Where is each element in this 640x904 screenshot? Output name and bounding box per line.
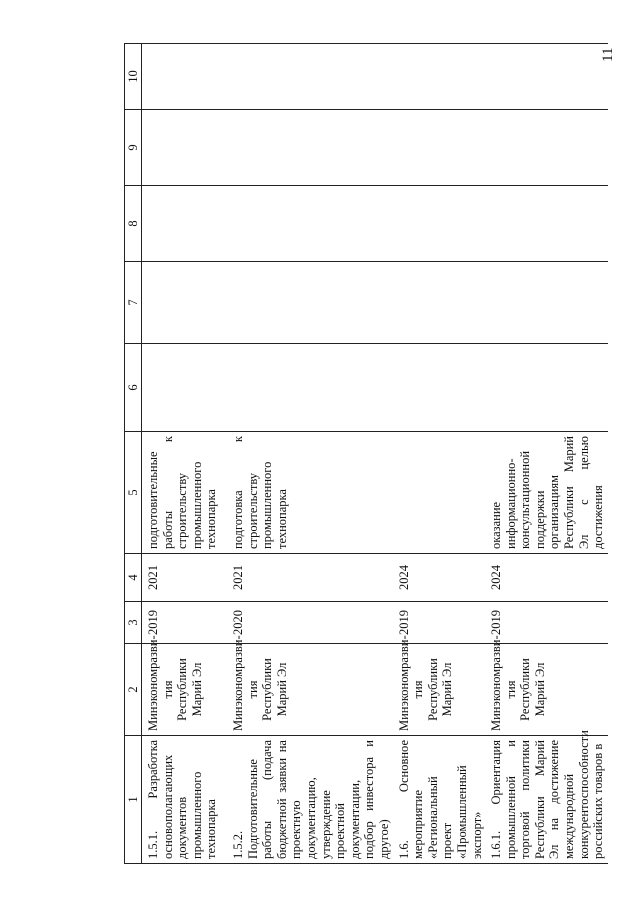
start-year-cell: 2019 (142, 602, 229, 644)
action-cell: 1.6.1. Ориентация промышленной и торговой политики Республики Марий Эл на достижение международной конкурентоспособности российских товаров в (486, 736, 608, 864)
start-year-cell: 2020 (228, 602, 394, 644)
column-header: 10 (125, 44, 142, 110)
empty-cell (142, 262, 229, 344)
empty-cell (228, 344, 394, 432)
empty-cell (486, 44, 608, 110)
table-row (394, 44, 487, 864)
result-cell: подготовительные работы к строительству промышленного технопарка (142, 432, 229, 554)
executor-cell: Минэкономразви-тия Республики Марий Эл (394, 644, 487, 736)
end-year-cell: 2024 (394, 554, 487, 602)
table-row (228, 44, 394, 864)
empty-cell (394, 344, 487, 432)
column-header: 9 (125, 110, 142, 186)
empty-cell (142, 44, 229, 110)
rotated-page-content (124, 44, 606, 864)
column-header: 4 (125, 554, 142, 602)
result-cell: оказание информационно-консультационной поддержки организациям Республики Марий Эл с целью достижения (486, 432, 608, 554)
action-cell: 1.5.2. Подготовительные работы (подача бюджетной заявки на проектную документацию, утверждение проектной документации, подбор инвестора и другое) (228, 736, 394, 864)
empty-cell (486, 110, 608, 186)
column-header: 8 (125, 186, 142, 262)
result-cell (394, 432, 487, 554)
header-row (125, 44, 142, 864)
empty-cell (228, 110, 394, 186)
empty-cell (394, 186, 487, 262)
action-cell: 1.6. Основное мероприятие «Региональный проект «Промышленный экспорт» (394, 736, 487, 864)
page-number: 11 (600, 47, 616, 62)
column-header: 5 (125, 432, 142, 554)
column-header: 3 (125, 602, 142, 644)
empty-cell (228, 262, 394, 344)
action-cell: 1.5.1. Разработка основополагающих документов промышленного технопарка (142, 736, 229, 864)
end-year-cell: 2024 (486, 554, 608, 602)
executor-cell: Минэкономразви-тия Республики Марий Эл (228, 644, 394, 736)
start-year-cell: 2019 (486, 602, 608, 644)
end-year-cell: 2021 (142, 554, 229, 602)
table-row (486, 44, 608, 864)
column-header: 7 (125, 262, 142, 344)
empty-cell (142, 344, 229, 432)
empty-cell (394, 262, 487, 344)
empty-cell (228, 186, 394, 262)
table-row (142, 44, 229, 864)
executor-cell: Минэкономразви-тия Республики Марий Эл (142, 644, 229, 736)
column-header: 2 (125, 644, 142, 736)
column-header: 6 (125, 344, 142, 432)
empty-cell (394, 44, 487, 110)
empty-cell (142, 110, 229, 186)
empty-cell (486, 186, 608, 262)
empty-cell (486, 344, 608, 432)
start-year-cell: 2019 (394, 602, 487, 644)
measures-table (124, 43, 608, 864)
end-year-cell: 2021 (228, 554, 394, 602)
empty-cell (228, 44, 394, 110)
result-cell: подготовка к строительству промышленного технопарка (228, 432, 394, 554)
executor-cell: Минэкономразви-тия Республики Марий Эл (486, 644, 608, 736)
column-header: 1 (125, 736, 142, 864)
empty-cell (394, 110, 487, 186)
empty-cell (142, 186, 229, 262)
empty-cell (486, 262, 608, 344)
